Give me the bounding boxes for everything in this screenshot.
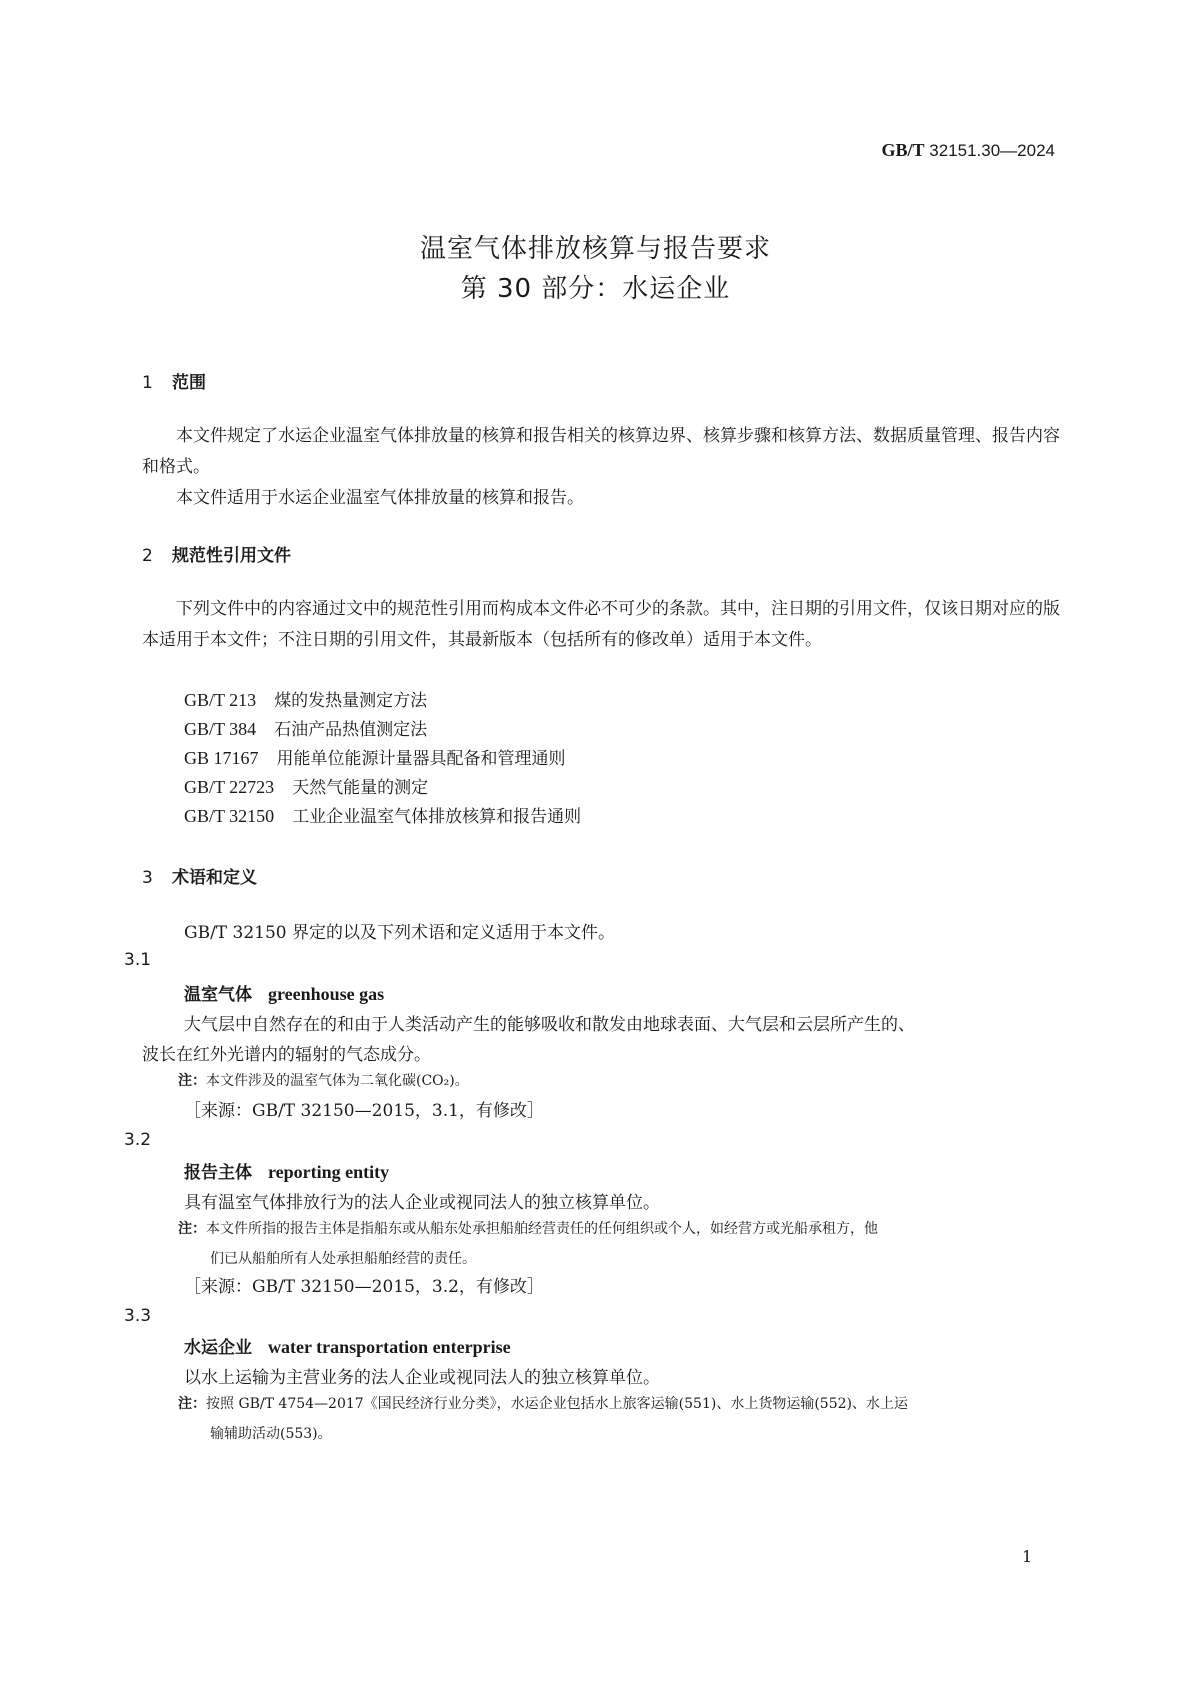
section-number: 3: [142, 868, 153, 888]
note-text: 按照 GB/T 4754—2017《国民经济行业分类》，水运企业包括水上旅客运输(551)、水上货物运输(552)、水上运: [206, 1396, 908, 1412]
term-definition: 以水上运输为主营业务的法人企业或视同法人的独立核算单位。: [184, 1368, 660, 1388]
section-number: 1: [142, 373, 153, 393]
standard-code: [882, 140, 1055, 161]
term-source: ［来源：GB/T 32150—2015，3.1，有修改］: [184, 1101, 544, 1121]
paragraph: [142, 594, 1062, 656]
term-definition-cont: 波长在红外光谱内的辐射的气态成分。: [142, 1045, 431, 1065]
paragraph: [142, 483, 1062, 514]
term-en: reporting entity: [268, 1162, 390, 1182]
reference-code: GB 17167: [184, 748, 259, 768]
reference-title: 用能单位能源计量器具配备和管理通则: [276, 749, 566, 769]
section-heading-terms-definitions: [142, 863, 257, 888]
standard-prefix: GB/T: [881, 140, 925, 160]
paragraph-text: 本文件规定了水运企业温室气体排放量的核算和报告相关的核算边界、核算步骤和核算方法、数据质量管理、报告内容和格式。: [142, 426, 1060, 477]
term-number: 3.2: [124, 1130, 152, 1150]
document-title: 温室气体排放核算与报告要求: [419, 234, 771, 264]
note-text: 本文件所指的报告主体是指船东或从船东处承担船舶经营责任的任何组织或个人，如经营方或光船承租方，他: [206, 1221, 878, 1237]
reference-title: 煤的发热量测定方法: [274, 691, 428, 711]
reference-code: GB/T 32150: [184, 806, 275, 826]
term-zh: 温室气体: [184, 985, 252, 1005]
reference-code: GB/T 213: [184, 690, 257, 710]
section-heading-normative-references: [142, 541, 291, 566]
note-text-cont: 输辅助活动(553)。: [210, 1426, 332, 1442]
note-label: 注：: [178, 1221, 206, 1237]
paragraph: [184, 918, 615, 943]
section-number: 2: [142, 546, 153, 566]
term-zh: 报告主体: [184, 1163, 252, 1183]
term-heading: [184, 1158, 389, 1183]
paragraph: [142, 421, 1062, 483]
document-subtitle: 第 30 部分：水运企业: [460, 274, 731, 304]
paragraph-text: GB/T 32150 界定的以及下列术语和定义适用于本文件。: [184, 923, 616, 943]
reference-code: GB/T 384: [184, 719, 257, 739]
note-label: 注：: [178, 1073, 206, 1089]
reference-item: [184, 686, 427, 711]
term-definition: 大气层中自然存在的和由于人类活动产生的能够吸收和散发由地球表面、大气层和云层所产生的、: [184, 1015, 915, 1035]
term-number: 3.1: [124, 950, 152, 970]
reference-title: 天然气能量的测定: [292, 778, 429, 798]
section-title: 范围: [172, 373, 206, 393]
note-label: 注：: [178, 1396, 206, 1412]
note-text-cont: 们已从船舶所有人处承担船舶经营的责任。: [210, 1251, 476, 1267]
reference-title: 石油产品热值测定法: [274, 720, 428, 740]
term-note: [178, 1389, 1068, 1449]
term-heading: [184, 980, 384, 1005]
section-title: 规范性引用文件: [172, 546, 291, 566]
term-source: ［来源：GB/T 32150—2015，3.2，有修改］: [184, 1277, 544, 1297]
term-note: [178, 1214, 1068, 1274]
term-number: 3.3: [124, 1306, 152, 1326]
section-heading-scope: [142, 368, 206, 393]
reference-title: 工业企业温室气体排放核算和报告通则: [292, 807, 582, 827]
term-definition: 具有温室气体排放行为的法人企业或视同法人的独立核算单位。: [184, 1193, 660, 1213]
reference-item: [184, 773, 428, 798]
paragraph-text: 本文件适用于水运企业温室气体排放量的核算和报告。: [176, 488, 584, 508]
reference-item: [184, 744, 566, 769]
reference-item: [184, 802, 581, 827]
term-heading: [184, 1333, 511, 1358]
note-text: 本文件涉及的温室气体为二氧化碳(CO₂)。: [206, 1073, 469, 1089]
term-zh: 水运企业: [184, 1338, 252, 1358]
term-note: [178, 1066, 1068, 1096]
paragraph-text: 下列文件中的内容通过文中的规范性引用而构成本文件必不可少的条款。其中，注日期的引用文件，仅该日期对应的版本适用于本文件；不注日期的引用文件，其最新版本（包括所有的修改单）适用于本文件。: [142, 599, 1060, 650]
page-number: 1: [1022, 1547, 1033, 1566]
standard-number: 32151.30—2024: [929, 141, 1055, 160]
reference-code: GB/T 22723: [184, 777, 275, 797]
section-title: 术语和定义: [172, 868, 257, 888]
reference-item: [184, 715, 427, 740]
term-en: greenhouse gas: [268, 984, 385, 1004]
term-en: water transportation enterprise: [268, 1337, 511, 1357]
